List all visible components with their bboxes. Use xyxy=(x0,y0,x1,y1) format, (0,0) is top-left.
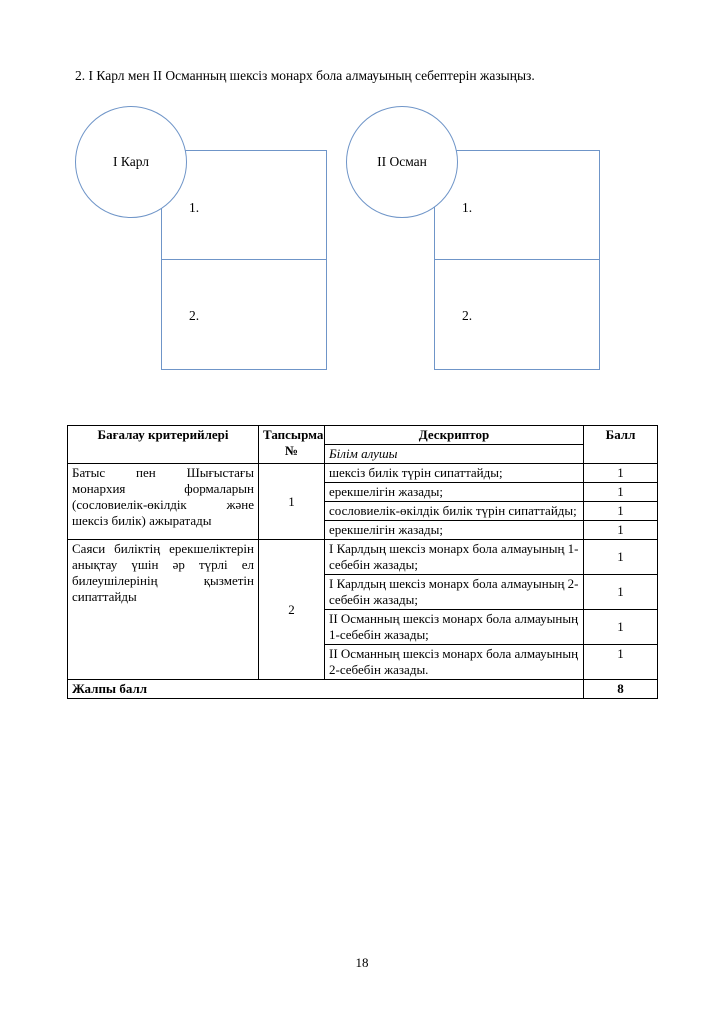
score-cell: 1 xyxy=(584,645,658,680)
header-score: Балл xyxy=(584,426,658,464)
total-label: Жалпы балл xyxy=(68,680,584,699)
box-divider xyxy=(162,259,326,260)
criterion-cell: Батыс пен Шығыстағы монархия формаларын (сословиелік-өкілдік және шексіз билік) ажыратады xyxy=(68,464,259,540)
header-criteria: Бағалау критерийлері xyxy=(68,426,259,464)
task-instruction: 2. I Карл мен II Османның шексіз монарх бола алмауының себептерін жазыңыз. xyxy=(75,68,535,83)
score-cell: 1 xyxy=(584,464,658,483)
score-cell: 1 xyxy=(584,610,658,645)
answer-box xyxy=(434,150,600,370)
total-score: 8 xyxy=(584,680,658,699)
descriptor-cell: I Карлдың шексіз монарх бола алмауының 1-себебін жазады; xyxy=(325,540,584,575)
descriptor-cell: II Османның шексіз монарх бола алмауының 1-себебін жазады; xyxy=(325,610,584,645)
table-row xyxy=(68,540,658,575)
score-cell: 1 xyxy=(584,483,658,502)
answer-slot-2[interactable]: 2. xyxy=(462,308,473,323)
ruler-name: II Осман xyxy=(377,154,427,169)
table-total-row xyxy=(68,680,658,699)
score-cell: 1 xyxy=(584,540,658,575)
answer-box xyxy=(161,150,327,370)
page-number: 18 xyxy=(355,955,369,970)
descriptor-cell: шексіз билік түрін сипаттайды; xyxy=(325,464,584,483)
task-no-cell: 2 xyxy=(259,540,325,680)
box-divider xyxy=(435,259,599,260)
descriptor-cell: I Карлдың шексіз монарх бола алмауының 2-себебін жазады; xyxy=(325,575,584,610)
descriptor-cell: сословиелік-өкілдік билік түрін сипаттайды; xyxy=(325,502,584,521)
answer-slot-1[interactable]: 1. xyxy=(189,200,200,215)
score-cell: 1 xyxy=(584,575,658,610)
ruler-circle xyxy=(75,106,187,218)
ruler-circle xyxy=(346,106,458,218)
descriptor-cell: II Османның шексіз монарх бола алмауының 2-себебін жазады. xyxy=(325,645,584,680)
score-cell: 1 xyxy=(584,502,658,521)
score-cell: 1 xyxy=(584,521,658,540)
header-descriptor: Дескриптор xyxy=(325,426,584,445)
header-descriptor-sub: Білім алушы xyxy=(325,445,584,464)
header-task-no: Тапсырма № xyxy=(259,426,325,464)
descriptor-cell: ерекшелігін жазады; xyxy=(325,521,584,540)
ruler-name: I Карл xyxy=(113,154,149,169)
answer-slot-1[interactable]: 1. xyxy=(462,200,473,215)
assessment-rubric-table xyxy=(67,425,658,699)
task-no-cell: 1 xyxy=(259,464,325,540)
descriptor-cell: ерекшелігін жазады; xyxy=(325,483,584,502)
criterion-cell: Саяси биліктің ерекшеліктерін анықтау үшін әр түрлі ел билеушілерінің қызметін сипаттайды xyxy=(68,540,259,680)
table-row xyxy=(68,464,658,483)
answer-slot-2[interactable]: 2. xyxy=(189,308,200,323)
table-header-row xyxy=(68,426,658,445)
